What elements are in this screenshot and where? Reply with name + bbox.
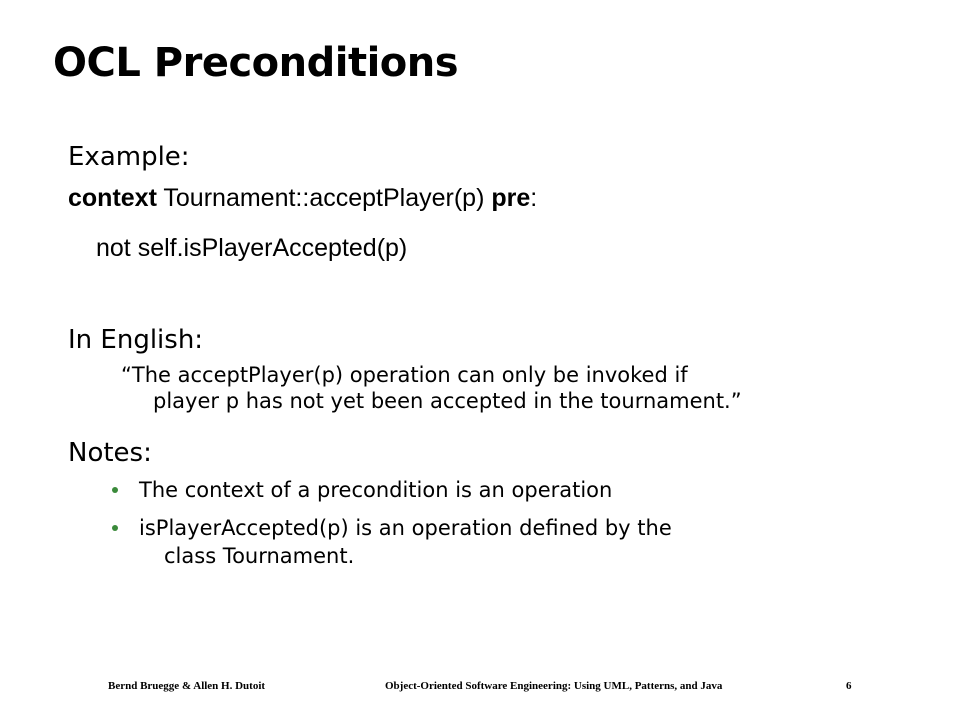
note-line: The context of a precondition is an operation xyxy=(139,478,613,502)
english-heading: In English: xyxy=(68,325,204,355)
ocl-precondition-expression: not self.isPlayerAccepted(p) xyxy=(96,234,408,262)
operation-signature: Tournament::acceptPlayer(p) xyxy=(163,184,485,212)
context-keyword: context xyxy=(68,184,157,212)
notes-heading: Notes: xyxy=(68,438,152,468)
quote-line-2: player p has not yet been accepted in the tournament.” xyxy=(153,389,742,413)
footer-book-title: Object-Oriented Software Engineering: Using UML, Patterns, and Java xyxy=(385,680,723,692)
slide-title: OCL Preconditions xyxy=(53,40,459,86)
quote-line-1: “The acceptPlayer(p) operation can only be invoked if xyxy=(121,363,688,387)
note-line: isPlayerAccepted(p) is an operation defined by the xyxy=(139,516,672,540)
bullet-icon xyxy=(112,487,118,493)
note-line-continued: class Tournament. xyxy=(164,544,355,568)
footer-page-number: 6 xyxy=(846,680,852,692)
footer-authors: Bernd Bruegge & Allen H. Dutoit xyxy=(108,680,266,692)
pre-keyword: pre xyxy=(491,184,531,212)
english-quote xyxy=(121,362,742,414)
bullet-icon xyxy=(112,525,118,531)
pre-colon: : xyxy=(530,184,538,212)
ocl-context-line xyxy=(68,184,537,213)
example-heading: Example: xyxy=(68,142,190,172)
